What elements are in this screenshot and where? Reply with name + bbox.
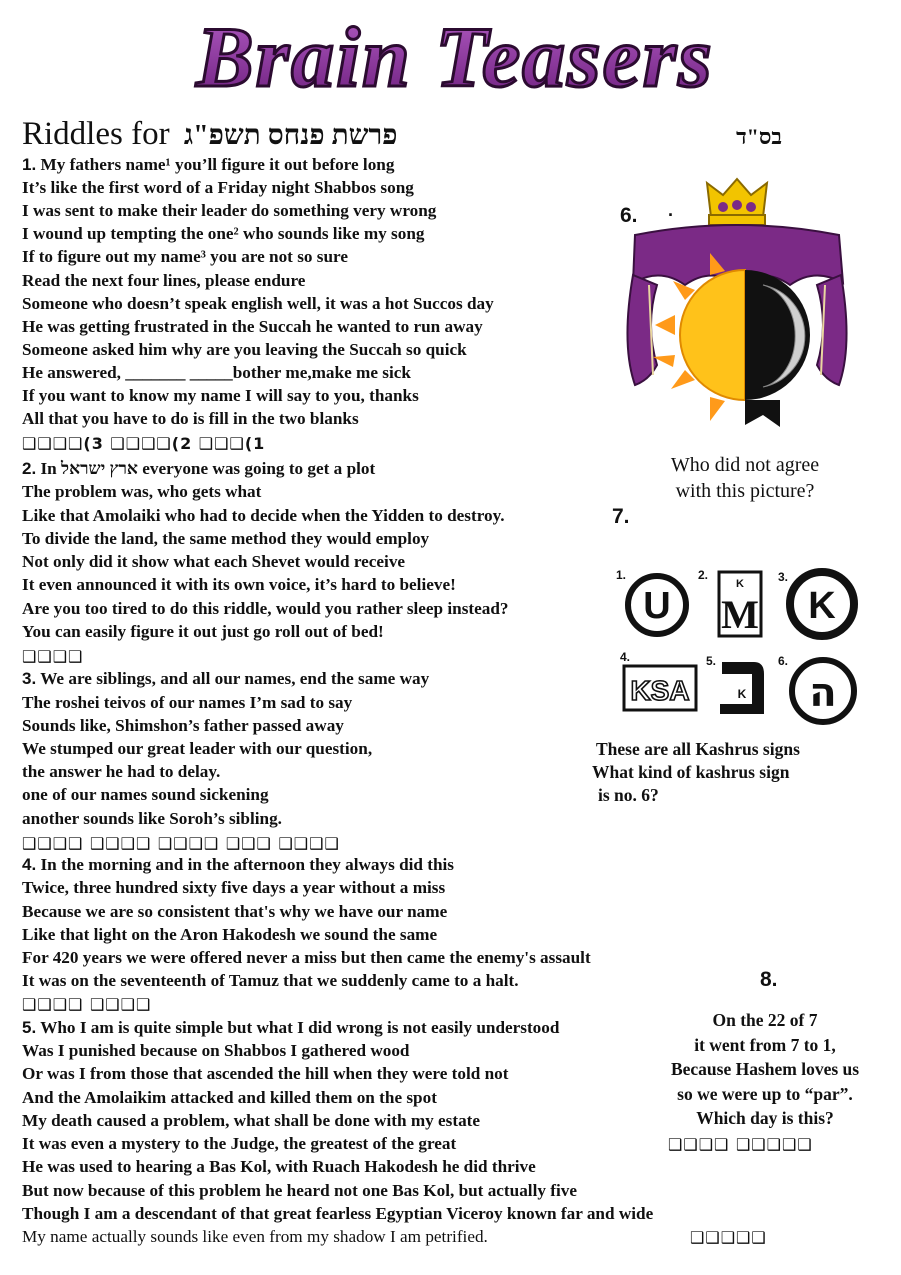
- ks-5-num: 5.: [706, 654, 717, 668]
- riddle-4-line: Because we are so consistent that's why we have our name: [22, 902, 448, 921]
- riddle-1-line: Someone asked him why are you leaving the Succah so quick: [22, 340, 467, 359]
- riddle-3-line: Sounds like, Shimshon’s father passed away: [22, 716, 344, 735]
- riddle-2-line: Like that Amolaiki who had to decide when the Yidden to destroy.: [22, 506, 505, 525]
- riddle-2-line: Are you too tired to do this riddle, would you rather sleep instead?: [22, 599, 509, 618]
- riddle-5-first-line: 5. Who I am is quite simple but what I did wrong is not easily understood: [22, 1018, 560, 1037]
- riddle-4-line: For 420 years we were offered never a miss but then came the enemy's assault: [22, 948, 591, 967]
- title-prefix: Riddles for: [22, 116, 170, 152]
- riddle-5-line: But now because of this problem he heard not one Bas Kol, but actually five: [22, 1181, 577, 1200]
- q7-caption-line: is no. 6?: [598, 785, 659, 805]
- bsd-mark: בס"ד: [736, 124, 782, 149]
- riddle-1-line: If you want to know my name I will say to you, thanks: [22, 386, 419, 405]
- riddle-4-number: 4.: [22, 855, 37, 874]
- riddle-5-line: My death caused a problem, what shall be done with my estate: [22, 1111, 481, 1130]
- q7-number: 7.: [612, 505, 630, 528]
- riddle-3-line: another sounds like Soroh’s sibling.: [22, 809, 282, 828]
- q6-number: 6.: [620, 204, 638, 227]
- riddle-5-number: 5.: [22, 1018, 37, 1037]
- riddle-1-line: I wound up tempting the one² who sounds like my song: [22, 224, 425, 243]
- banner-title: Brain Teasers: [196, 9, 714, 105]
- riddle-3-line: We stumped our great leader with our question,: [22, 739, 373, 758]
- sun-moon-curtain-image: [615, 175, 860, 445]
- riddle-2-line: To divide the land, the same method they would employ: [22, 529, 430, 548]
- riddle-1-answer-boxes: ❑❑❑❑(3 ❑❑❑❑(2 ❑❑❑(1: [22, 434, 266, 453]
- riddle-1-line: Someone who doesn’t speak english well, it was a hot Succos day: [22, 294, 494, 313]
- q8-line: so we were up to “par”.: [677, 1083, 853, 1104]
- riddle-3-line: one of our names sound sickening: [22, 785, 269, 804]
- ou-circle-icon: [624, 572, 690, 638]
- ks-6-num: 6.: [778, 654, 789, 668]
- riddle-2-line: It even announced it with its own voice, it’s hard to believe!: [22, 575, 456, 594]
- q8-line: Because Hashem loves us: [670, 1059, 860, 1079]
- riddle-2-first-line: 2. In ארץ ישראל everyone was going to get a plot: [22, 459, 376, 478]
- ks-5-sub: K: [737, 687, 747, 701]
- riddle-3-answer-boxes: ❑❑❑❑ ❑❑❑❑ ❑❑❑❑ ❑❑❑ ❑❑❑❑: [22, 834, 340, 853]
- circle-k-icon: [786, 568, 858, 640]
- title-row: [22, 116, 882, 156]
- ks-6-label: ה: [809, 670, 837, 716]
- q6-caption-line: with this picture?: [675, 480, 815, 502]
- q6-caption: [610, 452, 880, 504]
- riddle-3-first-line: 3. We are siblings, and all our names, end the same way: [22, 669, 430, 688]
- q7-caption: [578, 738, 848, 807]
- riddle-2-line: You can easily figure it out just go roll out of bed!: [22, 622, 384, 641]
- riddle-1-line: It’s like the first word of a Friday night Shabbos song: [22, 178, 414, 197]
- riddle-1-line: I was sent to make their leader do something very wrong: [22, 201, 437, 220]
- brain-teasers-banner: [110, 6, 800, 106]
- riddle-4-answer-boxes: ❑❑❑❑ ❑❑❑❑: [22, 995, 152, 1014]
- riddle-4-first-line: 4. In the morning and in the afternoon they always did this: [22, 855, 454, 874]
- riddle-5-line: And the Amolaikim attacked and killed them on the spot: [22, 1088, 437, 1107]
- riddle-3-number: 3.: [22, 669, 37, 688]
- mk-kashrus-icon: [712, 570, 768, 638]
- q8-answer-boxes: ❑❑❑❑ ❑❑❑❑❑: [668, 1135, 813, 1154]
- page-title: [22, 116, 397, 153]
- riddle-3-line: the answer he had to delay.: [22, 762, 221, 781]
- riddle-5-line: Was I punished because on Shabbos I gathered wood: [22, 1041, 410, 1060]
- ks-4-num: 4.: [620, 650, 631, 664]
- q8-line: it went from 7 to 1,: [694, 1034, 836, 1055]
- ks-2-sub: K: [736, 578, 744, 590]
- ks-2-label: M: [721, 592, 759, 637]
- ks-3-num: 3.: [778, 570, 789, 584]
- riddle-2-number: 2.: [22, 459, 37, 478]
- ks-1-num: 1.: [616, 568, 627, 582]
- riddle-1-line: He answered, _______ _____bother me,make me sick: [22, 363, 411, 382]
- q8-text: [640, 1008, 890, 1131]
- riddle-5-line: It was even a mystery to the Judge, the greatest of the great: [22, 1134, 457, 1153]
- riddle-5-answer-boxes: ❑❑❑❑❑: [690, 1228, 767, 1247]
- q7-caption-line: These are all Kashrus signs: [596, 739, 800, 759]
- riddle-4-line: It was on the seventeenth of Tamuz that we suddenly came to a halt.: [22, 971, 519, 990]
- riddle-1-line: If to figure out my name³ you are not so sure: [22, 247, 348, 266]
- riddle-4-line: Like that light on the Aron Hakodesh we sound the same: [22, 925, 438, 944]
- q8-number: 8.: [760, 968, 778, 991]
- riddle-1-line: All that you have to do is fill in the two blanks: [22, 409, 359, 428]
- riddle-5-line: Though I am a descendant of that great fearless Egyptian Viceroy known far and wide: [22, 1204, 654, 1223]
- riddle-3-line: The roshei teivos of our names I’m sad to say: [22, 693, 353, 712]
- riddle-2-line: The problem was, who gets what: [22, 482, 262, 501]
- riddle-2-line: Not only did it show what each Shevet would receive: [22, 552, 406, 571]
- q6-dot: .: [668, 200, 674, 220]
- riddle-5-line: He was used to hearing a Bas Kol, with Ruach Hakodesh he did thrive: [22, 1157, 536, 1176]
- ksa-kashrus-icon: [622, 664, 698, 712]
- q8-line: On the 22 of 7: [712, 1010, 818, 1030]
- ks-4-label: KSA: [630, 675, 690, 706]
- ks-3-label: K: [808, 585, 836, 627]
- kaf-k-icon: [714, 656, 770, 722]
- riddle-1-number: 1.: [22, 155, 37, 174]
- q8-line: Which day is this?: [696, 1108, 834, 1128]
- riddle-1-first-line: 1. My fathers name¹ you’ll figure it out before long: [22, 155, 395, 174]
- circle-hey-icon: [788, 656, 858, 726]
- riddle-1-line: Read the next four lines, please endure: [22, 271, 306, 290]
- riddle-1-line: He was getting frustrated in the Succah he wanted to run away: [22, 317, 483, 336]
- riddle-2-answer-boxes: ❑❑❑❑: [22, 647, 84, 666]
- ks-2-num: 2.: [698, 568, 709, 582]
- riddle-5-line: Or was I from those that ascended the hill when they were told not: [22, 1064, 509, 1083]
- moon-icon: [745, 270, 810, 427]
- riddle-4-line: Twice, three hundred sixty five days a year without a miss: [22, 878, 446, 897]
- ks-1-label: U: [643, 585, 671, 627]
- q7-caption-line: What kind of kashrus sign: [592, 762, 790, 782]
- title-parsha-hebrew: פרשת פנחס תשפ"ג: [183, 120, 398, 151]
- riddle-5-line: My name actually sounds like even from my shadow I am petrified.: [22, 1227, 488, 1246]
- crown-icon: [707, 179, 767, 225]
- q6-caption-line: Who did not agree: [670, 454, 820, 476]
